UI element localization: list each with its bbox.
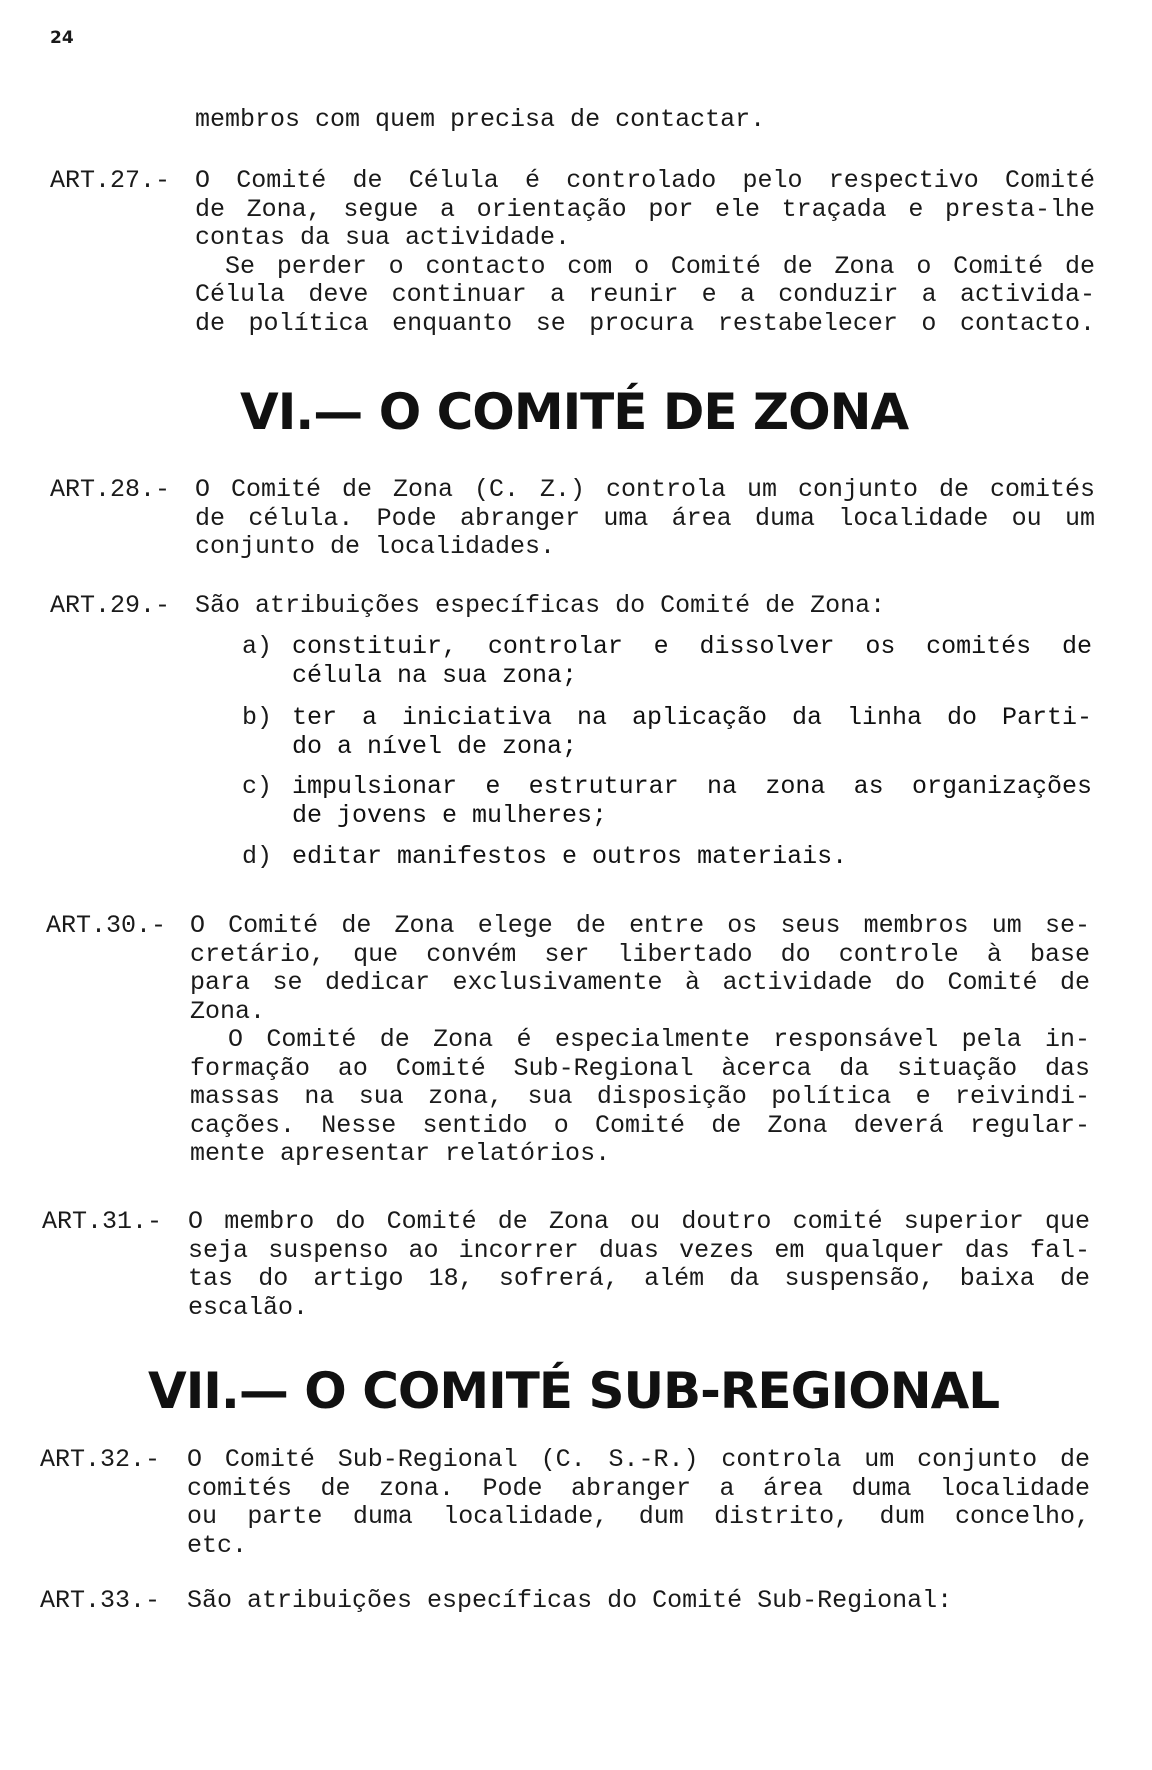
article-31-body (188, 1208, 1090, 1322)
item-letter-b: b) (242, 703, 273, 732)
text-line: cações. Nesse sentido o Comité de Zona deverá regular- (190, 1110, 1090, 1140)
text-line: Zona. (190, 996, 266, 1026)
article-29-intro (195, 592, 955, 621)
text-line: escalão. (188, 1292, 309, 1322)
article-30-body (190, 912, 1090, 1169)
article-32-label: ART.32.- (40, 1445, 161, 1474)
item-letter-c: c) (242, 772, 273, 801)
text-line: de Zona, segue a orientação por ele traçada e presta-lhe (195, 194, 1095, 224)
item-letter-a: a) (242, 632, 273, 661)
section-heading-vi: VI.— O COMITÉ DE ZONA (240, 383, 909, 441)
text-line: cretário, que convém ser libertado do controle à base (190, 939, 1090, 969)
text-line: editar manifestos e outros materiais. (292, 842, 848, 871)
text-line: etc. (187, 1530, 248, 1560)
text-line: contas da sua actividade. (195, 223, 571, 252)
text-line: O Comité de Zona é especialmente responsável pela in- (228, 1025, 1090, 1054)
article-33-intro (187, 1587, 1047, 1616)
list-item (292, 773, 1092, 830)
text-line: massas na sua zona, sua disposição política e reivindi- (190, 1082, 1090, 1111)
text-line: São atribuições específicas do Comité de Zona: (195, 591, 886, 620)
text-line: O Comité de Célula é controlado pelo respectivo Comité (195, 166, 1095, 195)
article-32-body (187, 1446, 1090, 1560)
list-item (292, 704, 1092, 761)
article-29-label: ART.29.- (50, 591, 171, 620)
text-line: de célula. Pode abranger uma área duma localidade ou um (195, 503, 1095, 533)
text-line: O membro do Comité de Zona ou doutro comité superior que (188, 1207, 1090, 1236)
text-line: São atribuições específicas do Comité Sub-Regional: (187, 1586, 953, 1615)
text-line: mente apresentar relatórios. (190, 1139, 611, 1168)
section-heading-vii: VII.— O COMITÉ SUB-REGIONAL (148, 1362, 1000, 1420)
text-line: de jovens e mulheres; (292, 800, 608, 830)
text-line: conjunto de localidades. (195, 532, 556, 561)
text-line: Se perder o contacto com o Comité de Zona o Comité de (225, 251, 1095, 281)
text-line: formação ao Comité Sub-Regional àcerca da situação das (190, 1053, 1090, 1083)
text-line: do a nível de zona; (292, 731, 578, 761)
text-line: comités de zona. Pode abranger a área duma localidade (187, 1473, 1090, 1503)
page-number: 24 (50, 28, 74, 48)
text-line: O Comité de Zona (C. Z.) controla um conjunto de comités (195, 475, 1095, 504)
list-item (292, 633, 1092, 690)
article-33-label: ART.33.- (40, 1586, 161, 1615)
intro-line (195, 106, 815, 135)
text-line: de política enquanto se procura restabelecer o contacto. (195, 308, 1095, 338)
article-30-label: ART.30.- (46, 911, 167, 940)
text-line: membros com quem precisa de contactar. (195, 105, 766, 134)
text-line: O Comité de Zona elege de entre os seus membros um se- (190, 911, 1090, 940)
list-item (292, 843, 912, 872)
text-line: O Comité Sub-Regional (C. S.-R.) controla um conjunto de (187, 1445, 1090, 1474)
text-line: ter a iniciativa na aplicação da linha do Parti- (292, 703, 1092, 732)
article-28-label: ART.28.- (50, 475, 171, 504)
text-line: constituir, controlar e dissolver os comités de (292, 632, 1092, 661)
text-line: tas do artigo 18, sofrerá, além da suspensão, baixa de (188, 1264, 1090, 1293)
text-line: seja suspenso ao incorrer duas vezes em qualquer das fal- (188, 1235, 1090, 1265)
article-27-label: ART.27.- (50, 166, 171, 195)
text-line: ou parte duma localidade, dum distrito, dum concelho, (187, 1502, 1090, 1531)
article-31-label: ART.31.- (42, 1207, 163, 1236)
text-line: Célula deve continuar a reunir e a conduzir a activida- (195, 280, 1095, 309)
article-28-body (195, 476, 1095, 562)
text-line: impulsionar e estruturar na zona as organizações (292, 772, 1092, 801)
text-line: célula na sua zona; (292, 660, 578, 690)
article-27-body (195, 167, 1095, 338)
text-line: para se dedicar exclusivamente à actividade do Comité de (190, 968, 1090, 997)
item-letter-d: d) (242, 842, 273, 871)
